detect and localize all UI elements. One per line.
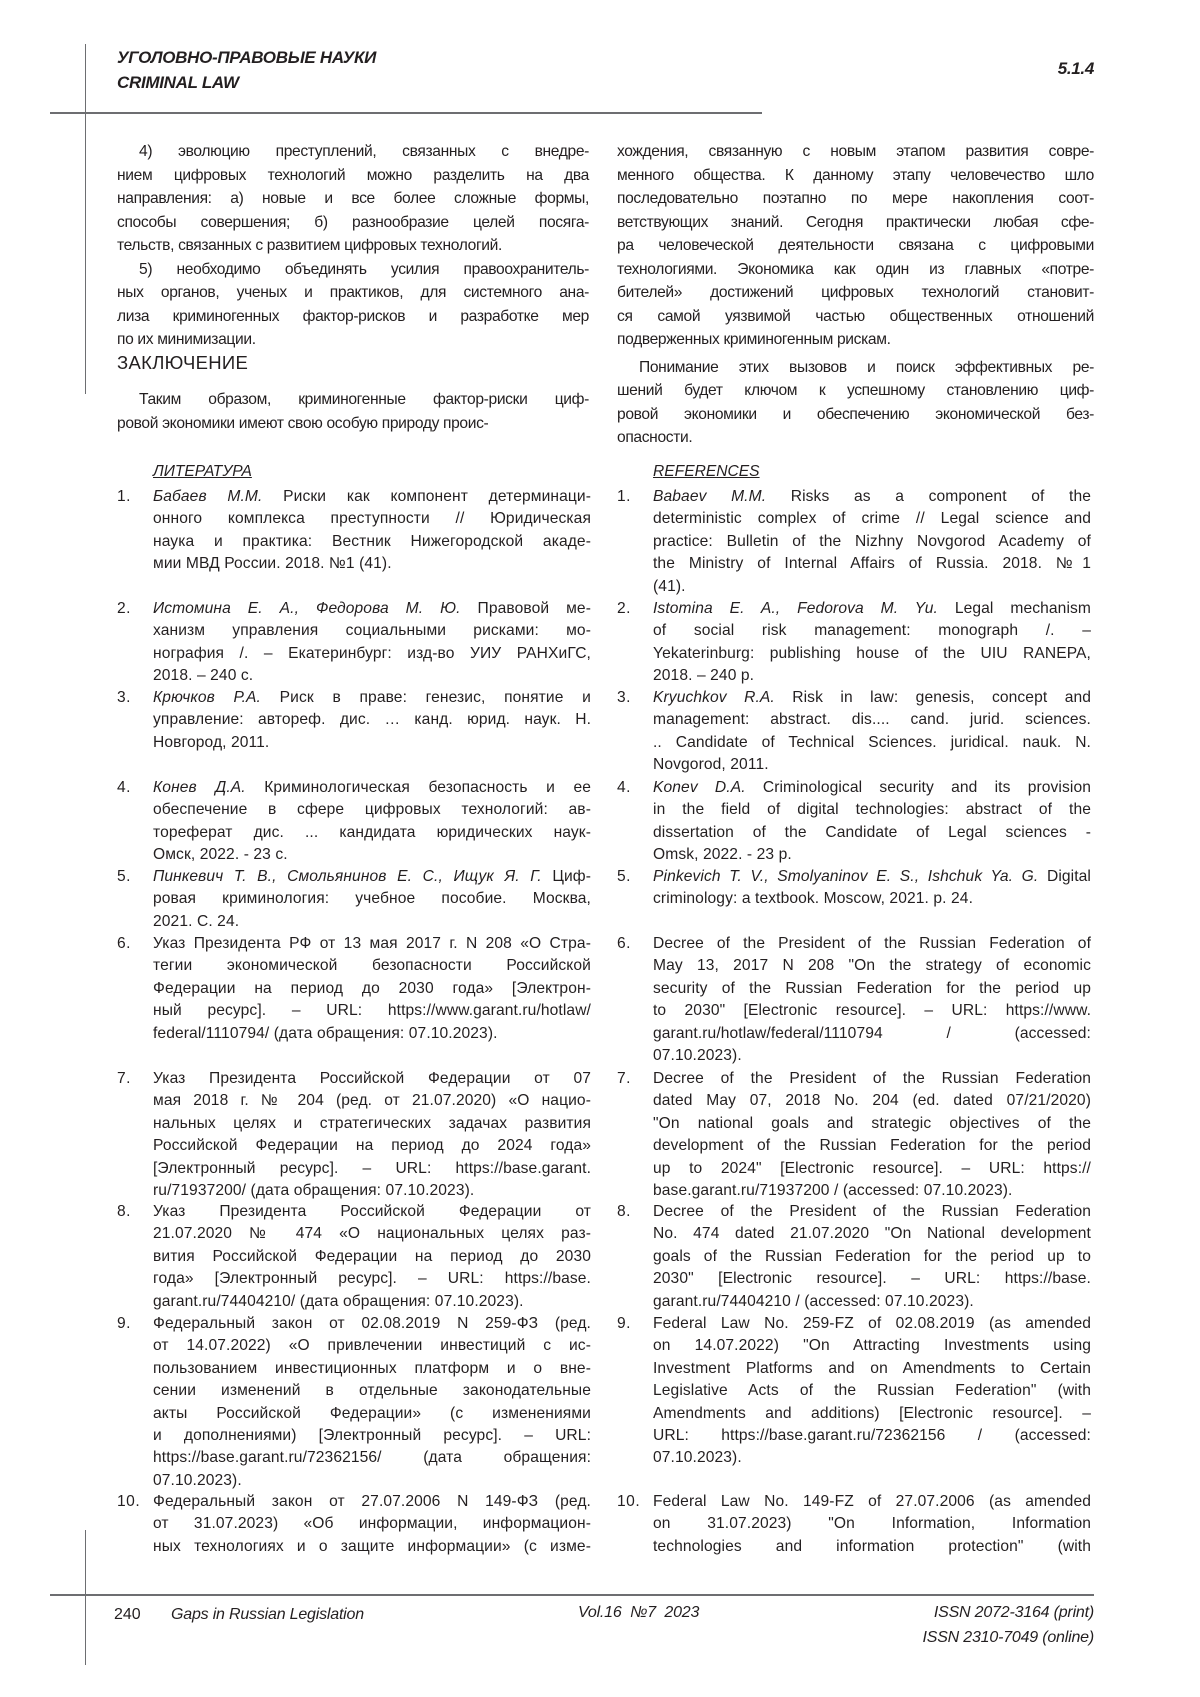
reference-line: 2021. С. 24. <box>153 911 591 933</box>
reference-line: от 14.07.2022) «О привлечении инвестиций с ис- <box>153 1335 591 1357</box>
reference-line: practice: Bulletin of the Nizhny Novgorod Academy of <box>653 531 1091 553</box>
reference-author: Крючков Р.А. <box>153 689 261 706</box>
reference-line: in the field of digital technologies: abstract of the <box>653 799 1091 821</box>
reference-line: 2030" [Electronic resource]. – URL: https://base. <box>653 1268 1091 1290</box>
text-line: ветствующих знаний. Сегодня практически любая сфе- <box>617 211 1094 235</box>
reference-line: Investment Platforms and on Amendments to Certain <box>653 1358 1091 1380</box>
reference-author: Babaev M.M. <box>653 488 766 505</box>
reference-author: Бабаев М.М. <box>153 488 262 505</box>
reference-line: criminology: a textbook. Moscow, 2021. p. 24. <box>653 888 1091 910</box>
reference-number: 1. <box>617 486 631 508</box>
reference-number: 10. <box>117 1491 140 1513</box>
conclusion-heading: ЗАКЛЮЧЕНИЕ <box>117 352 248 374</box>
reference-text: Risk in law: genesis, concept and <box>775 689 1091 706</box>
reference-line <box>653 687 1091 709</box>
reference-line: management: abstract. dis.... cand. jurid. sciences. <box>653 709 1091 731</box>
reference-line: акты Российской Федерации» (с изменениями <box>153 1403 591 1425</box>
reference-author: Konev D.A. <box>653 779 746 796</box>
reference-line <box>653 598 1091 620</box>
text-line: Понимание этих вызовов и поиск эффективных ре- <box>617 356 1094 380</box>
reference-text: Digital <box>1038 868 1091 885</box>
reference-line: Amendments and additions) [Electronic resource]. – <box>653 1403 1091 1425</box>
reference-text: Criminological security and its provision <box>746 779 1091 796</box>
reference-number: 1. <box>117 486 131 508</box>
margin-line-bottom <box>85 1530 86 1665</box>
reference-line: 21.07.2020 № 474 «О национальных целях раз- <box>153 1223 591 1245</box>
text-line: по их минимизации. <box>117 328 589 352</box>
reference-line: Указ Президента Российской Федерации от <box>153 1201 591 1223</box>
paragraph <box>117 388 589 435</box>
header-rule <box>50 112 762 114</box>
reference-number: 3. <box>617 687 631 709</box>
footer-rule <box>50 1594 1094 1596</box>
reference-author: Istomina E. A., Fedorova M. Yu. <box>653 600 938 617</box>
reference-line: пользованием инвестиционных платформ и о вне- <box>153 1358 591 1380</box>
literature-title: ЛИТЕРАТУРА <box>153 463 252 481</box>
reference-line: обеспечение в сфере цифровых технологий: ав- <box>153 799 591 821</box>
reference-line: Yekaterinburg: publishing house of the UIU RANEPA, <box>653 643 1091 665</box>
text-line: Таким образом, криминогенные фактор-риски циф- <box>117 388 589 412</box>
reference-line: ru/71937200/ (дата обращения: 07.10.2023). <box>153 1180 591 1202</box>
reference-line: 07.10.2023). <box>153 1470 591 1492</box>
reference-line: тореферат дис. ... кандидата юридических наук- <box>153 822 591 844</box>
reference-line: Legislative Acts of the Russian Federation" (with <box>653 1380 1091 1402</box>
paragraph <box>117 140 589 258</box>
reference-text: Правовой ме- <box>461 600 591 617</box>
text-line: ся самой уязвимой частью общественных отношений <box>617 305 1094 329</box>
reference-line: to 2030" [Electronic resource]. – URL: https://www. <box>653 1000 1091 1022</box>
reference-line: сении изменений в отдельные законодательные <box>153 1380 591 1402</box>
reference-line: Federal Law No. 259-FZ of 02.08.2019 (as amended <box>653 1313 1091 1335</box>
reference-line: technologies and information protection" (with <box>653 1536 1091 1558</box>
reference-line: ных технологиях и о защите информации» (с изме- <box>153 1536 591 1558</box>
reference-line: Decree of the President of the Russian Federation <box>653 1068 1091 1090</box>
text-line: подверженных криминогенным рискам. <box>617 328 1094 352</box>
reference-number: 2. <box>617 598 631 620</box>
reference-number: 5. <box>617 866 631 888</box>
reference-line: и дополнениями) [Электронный ресурс]. – URL: <box>153 1425 591 1447</box>
text-line: ра человеческой деятельности связана с цифровыми <box>617 234 1094 258</box>
reference-line: on 31.07.2023) "On Information, Information <box>653 1513 1091 1535</box>
reference-line: 2018. – 240 p. <box>653 665 1091 687</box>
reference-line: garant.ru/74404210/ (дата обращения: 07.10.2023). <box>153 1291 591 1313</box>
text-line: 4) эволюцию преступлений, связанных с внедре- <box>117 140 589 164</box>
reference-number: 10. <box>617 1491 640 1513</box>
text-line: тельств, связанных с развитием цифровых технологий. <box>117 234 589 258</box>
reference-line: вития Российской Федерации на период до 2030 <box>153 1246 591 1268</box>
reference-number: 4. <box>117 777 131 799</box>
text-line: ровой экономики имеют свою особую природу проис- <box>117 412 589 436</box>
section-title-en: CRIMINAL LAW <box>117 73 239 93</box>
reference-line <box>153 486 591 508</box>
reference-number: 5. <box>117 866 131 888</box>
reference-line: Omsk, 2022. - 23 p. <box>653 844 1091 866</box>
reference-line: управление: автореф. дис. … канд. юрид. наук. Н. <box>153 709 591 731</box>
reference-author: Kryuchkov R.A. <box>653 689 775 706</box>
reference-line: мии МВД России. 2018. №1 (41). <box>153 553 591 575</box>
reference-line: 07.10.2023). <box>653 1447 1091 1469</box>
text-line: способы совершения; б) разнообразие целей посяга- <box>117 211 589 235</box>
reference-line: от 31.07.2023) «Об информации, информацион- <box>153 1513 591 1535</box>
reference-author: Пинкевич Т. В., Смольянинов Е. С., Ищук Я. Г. <box>153 868 542 885</box>
text-line: опасности. <box>617 426 1094 450</box>
reference-line: Федеральный закон от 27.07.2006 N 149-ФЗ (ред. <box>153 1491 591 1513</box>
reference-line: Федеральный закон от 02.08.2019 N 259-ФЗ (ред. <box>153 1313 591 1335</box>
reference-line: security of the Russian Federation for the period up <box>653 978 1091 1000</box>
reference-line: нография /. – Екатеринбург: изд-во УИУ РАНХиГС, <box>153 643 591 665</box>
reference-line: 2018. – 240 с. <box>153 665 591 687</box>
reference-line <box>153 687 591 709</box>
reference-number: 2. <box>117 598 131 620</box>
reference-line: наука и практика: Вестник Нижегородской акаде- <box>153 531 591 553</box>
reference-number: 7. <box>117 1068 131 1090</box>
reference-line: Decree of the President of the Russian Federation <box>653 1201 1091 1223</box>
reference-line: May 13, 2017 N 208 "On the strategy of economic <box>653 955 1091 977</box>
text-line: хождения, связанную с новым этапом развития совре- <box>617 140 1094 164</box>
reference-line <box>653 777 1091 799</box>
journal-name: Gaps in Russian Legislation <box>171 1606 364 1624</box>
reference-line: .. Candidate of Technical Sciences. juridical. nauk. N. <box>653 732 1091 754</box>
body-right-column <box>617 140 1094 450</box>
text-line: 5) необходимо объединять усилия правоохранитель- <box>117 258 589 282</box>
paragraph <box>617 356 1094 450</box>
reference-line: ный ресурс]. – URL: https://www.garant.ru/hotlaw/ <box>153 1000 591 1022</box>
reference-line: 07.10.2023). <box>653 1045 1091 1067</box>
reference-line: federal/1110794/ (дата обращения: 07.10.2023). <box>153 1023 591 1045</box>
text-line: последовательно поэтапно по мере накопления соот- <box>617 187 1094 211</box>
reference-line: URL: https://base.garant.ru/72362156 / (accessed: <box>653 1425 1091 1447</box>
section-code: 5.1.4 <box>1058 59 1094 79</box>
text-line: менного общества. К данному этапу человечество шло <box>617 164 1094 188</box>
text-line: бителей» достижений цифровых технологий становит- <box>617 281 1094 305</box>
reference-line: https://base.garant.ru/72362156/ (дата обращения: <box>153 1447 591 1469</box>
reference-number: 8. <box>117 1201 131 1223</box>
reference-line: Омск, 2022. - 23 с. <box>153 844 591 866</box>
reference-line: ханизм управления социальными рисками: мо- <box>153 620 591 642</box>
reference-line: garant.ru/hotlaw/federal/1110794 / (accessed: <box>653 1023 1091 1045</box>
reference-line: Novgorod, 2011. <box>653 754 1091 776</box>
reference-line: ровая криминология: учебное пособие. Москва, <box>153 888 591 910</box>
reference-line: goals of the Russian Federation for the period up to <box>653 1246 1091 1268</box>
reference-line: Российской Федерации на период до 2024 года» <box>153 1135 591 1157</box>
reference-line: Новгород, 2011. <box>153 732 591 754</box>
reference-text: Legal mechanism <box>938 600 1091 617</box>
reference-line: the Ministry of Internal Affairs of Russia. 2018. №1 <box>653 553 1091 575</box>
reference-line: мая 2018 г. № 204 (ред. от 21.07.2020) «О нацио- <box>153 1090 591 1112</box>
text-line: нием цифровых технологий можно разделить на два <box>117 164 589 188</box>
reference-line: (41). <box>653 576 1091 598</box>
margin-line-top <box>85 44 86 394</box>
text-line: направления: а) новые и все более сложные формы, <box>117 187 589 211</box>
reference-line: Указ Президента РФ от 13 мая 2017 г. N 208 «О Стра- <box>153 933 591 955</box>
reference-line: онного комплекса преступности // Юридическая <box>153 508 591 530</box>
reference-text: Риск в праве: генезис, понятие и <box>261 689 591 706</box>
page-number: 240 <box>114 1606 141 1624</box>
reference-author: Pinkevich T. V., Smolyaninov E. S., Ishchuk Ya. G. <box>653 868 1038 885</box>
text-line: лиза криминогенных фактор-рисков и разработке мер <box>117 305 589 329</box>
reference-line <box>153 777 591 799</box>
section-title-ru: УГОЛОВНО-ПРАВОВЫЕ НАУКИ <box>117 48 376 68</box>
reference-line: base.garant.ru/71937200 / (accessed: 07.10.2023). <box>653 1180 1091 1202</box>
conclusion-text <box>117 388 589 435</box>
body-left-column <box>117 140 589 352</box>
references-title: REFERENCES <box>653 463 760 481</box>
reference-line: deterministic complex of crime // Legal science and <box>653 508 1091 530</box>
reference-number: 8. <box>617 1201 631 1223</box>
reference-line: up to 2024" [Electronic resource]. – URL: https:// <box>653 1158 1091 1180</box>
issn-online: ISSN 2310-7049 (online) <box>922 1629 1094 1647</box>
paragraph <box>117 258 589 352</box>
reference-line: dissertation of the Candidate of Legal sciences - <box>653 822 1091 844</box>
reference-line <box>153 598 591 620</box>
reference-line: Decree of the President of the Russian Federation of <box>653 933 1091 955</box>
reference-number: 4. <box>617 777 631 799</box>
reference-line: dated May 07, 2018 No. 204 (ed. dated 07/21/2020) <box>653 1090 1091 1112</box>
reference-author: Конев Д.А. <box>153 779 246 796</box>
reference-line: года» [Электронный ресурс]. – URL: https://base. <box>153 1268 591 1290</box>
reference-line: тегии экономической безопасности Российской <box>153 955 591 977</box>
paragraph <box>617 140 1094 352</box>
issue-info: Vol.16 №7 2023 <box>578 1604 699 1622</box>
text-line: ных органов, ученых и практиков, для системного ана- <box>117 281 589 305</box>
reference-text: Risks as a component of the <box>766 488 1091 505</box>
reference-line: Федерации на период до 2030 года» [Электрон- <box>153 978 591 1000</box>
text-line: технологиями. Экономика как один из главных «потре- <box>617 258 1094 282</box>
reference-author: Истомина Е. А., Федорова М. Ю. <box>153 600 461 617</box>
reference-line: [Электронный ресурс]. – URL: https://base.garant. <box>153 1158 591 1180</box>
reference-number: 7. <box>617 1068 631 1090</box>
text-line: ровой экономики и обеспечению экономической без- <box>617 403 1094 427</box>
issn-print: ISSN 2072-3164 (print) <box>934 1604 1094 1622</box>
reference-line: Указ Президента Российской Федерации от 07 <box>153 1068 591 1090</box>
reference-line: development of the Russian Federation for the period <box>653 1135 1091 1157</box>
reference-line: of social risk management: monograph /. – <box>653 620 1091 642</box>
text-line: шений будет ключом к успешному становлению циф- <box>617 379 1094 403</box>
reference-number: 6. <box>117 933 131 955</box>
reference-line <box>153 866 591 888</box>
reference-line: garant.ru/74404210 / (accessed: 07.10.2023). <box>653 1291 1091 1313</box>
reference-line <box>653 866 1091 888</box>
reference-number: 3. <box>117 687 131 709</box>
reference-line <box>653 486 1091 508</box>
reference-line: Federal Law No. 149-FZ of 27.07.2006 (as amended <box>653 1491 1091 1513</box>
reference-number: 9. <box>617 1313 631 1335</box>
reference-line: нальных целях и стратегических задачах развития <box>153 1113 591 1135</box>
reference-text: Криминологическая безопасность и ее <box>246 779 591 796</box>
reference-line: No. 474 dated 21.07.2020 "On National development <box>653 1223 1091 1245</box>
reference-text: Риски как компонент детерминаци- <box>262 488 591 505</box>
reference-number: 9. <box>117 1313 131 1335</box>
reference-line: "On national goals and strategic objectives of the <box>653 1113 1091 1135</box>
reference-text: Циф- <box>542 868 591 885</box>
reference-number: 6. <box>617 933 631 955</box>
reference-line: on 14.07.2022) "On Attracting Investments using <box>653 1335 1091 1357</box>
